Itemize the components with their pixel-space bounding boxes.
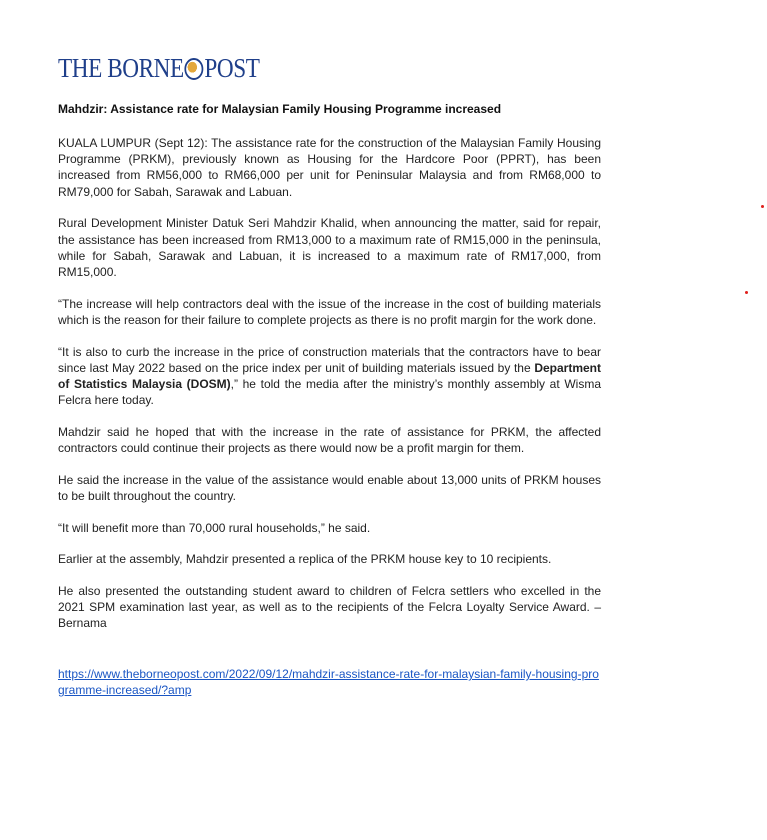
paragraph: “The increase will help contractors deal with the issue of the increase in the cost of building materials which is the reason for their failure to complete projects as there is no profit margin for the work done. (58, 296, 601, 327)
paragraph: He said the increase in the value of the assistance would enable about 13,000 units of PRKM houses to be built throughout the country. (58, 472, 601, 503)
paragraph: He also presented the outstanding student award to children of Felcra settlers who excelled in the 2021 SPM examination last year, as well as to the recipients of the Felcra Loyalty Service Award. – Bernama (58, 584, 601, 631)
paragraph: Rural Development Minister Datuk Seri Mahdzir Khalid, when announcing the matter, said for repair, the assistance has been increased from RM13,000 to a maximum rate of RM15,000 in the peninsula, while for Sabah, Sarawak and Labuan, it is increased to a maximum rate of RM17,000, from RM15,000. (58, 216, 601, 279)
paragraph-text: “It is also to curb the increase in the price of construction materials that the contractors have to bear since last May 2022 based on the price index per unit of building materials issued by the (58, 344, 601, 375)
paragraph: KUALA LUMPUR (Sept 12): The assistance rate for the construction of the Malaysian Family Housing Programme (PRKM), previously known as Housing for the Hardcore Poor (PPRT), has been increased from RM56,000 to RM66,000 per unit for Peninsular Malaysia and from RM68,000 to RM79,000 for Sabah, Sarawak and Labuan. (58, 136, 601, 199)
paragraph: Mahdzir said he hoped that with the increase in the rate of assistance for PRKM, the affected contractors could continue their projects as there would now be a profit margin for them. (58, 424, 601, 456)
red-dot-marker (745, 291, 748, 294)
paragraph-text: ,” he told the media after the ministry’s monthly assembly at Wisma Felcra here today. (58, 376, 601, 408)
article-body (58, 135, 601, 647)
source-link[interactable]: https://www.theborneopost.com/2022/09/12/mahdzir-assistance-rate-for-malaysian-family-housing-programme-increased/?amp (58, 667, 599, 698)
article-headline: Mahdzir: Assistance rate for Malaysian Family Housing Programme increased (58, 102, 502, 116)
logo-text-part2: POST (204, 53, 260, 83)
paragraph (58, 344, 601, 409)
logo-text-part1: THE BORNE (58, 53, 184, 83)
source-link-block (58, 666, 601, 698)
dosm-bold-text: Department of Statistics Malaysia (DOSM) (58, 360, 601, 391)
globe-icon (185, 58, 204, 80)
paragraph: Earlier at the assembly, Mahdzir presented a replica of the PRKM house key to 10 recipients. (58, 552, 552, 567)
red-dot-marker (761, 205, 764, 208)
paragraph: “It will benefit more than 70,000 rural households,” he said. (58, 520, 371, 535)
borneo-post-logo (58, 50, 259, 84)
